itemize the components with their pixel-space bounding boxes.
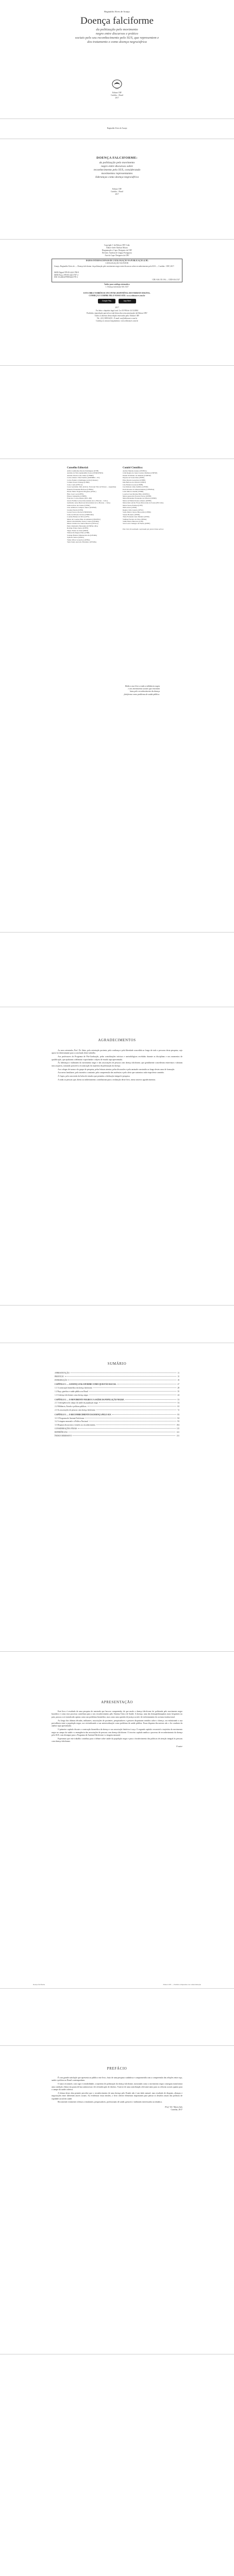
google-play-label: Google Play bbox=[102, 300, 111, 302]
editorial-council-member: Carlos Alberto Vilar Estêvão (UMINHO – PT) bbox=[67, 477, 100, 479]
presentation-paragraph: Ao longo das últimas décadas, militantes, associações de pacientes, pesquisadores e gestores disputaram sentidos sobre a doença, ora enfatizando a sua prevalência entre a população negra, ora reivindicando a sua universalização como problema de saúde pública. Essas disputas discursivas são o fio condutor da análise aqui apresentada. bbox=[52, 1719, 182, 1727]
rights-line-3: Todos os direitos desta edição reservados pela: Editora CRV bbox=[94, 315, 140, 317]
app-store-badge[interactable] bbox=[119, 299, 136, 303]
preface-signature: Prof.ª Dr.ª Maria Inês bbox=[165, 2106, 182, 2108]
toc-entry-label: 3.3 Disputas discursivas e tensões no reconhecimento bbox=[55, 1424, 96, 1427]
toc-entry-page: 93 bbox=[177, 1420, 179, 1423]
toc-leader-dots bbox=[125, 1399, 176, 1400]
toc-entry[interactable] bbox=[55, 1417, 179, 1420]
scientific-committee-member: Elisa Pereira Gonsalves (UFPB) bbox=[123, 479, 145, 481]
svg-text:CRV: CRV bbox=[115, 88, 119, 90]
dedication-page bbox=[0, 665, 234, 933]
editorial-council-member: Andréia da Silva Quintanilha Sousa (UNIR/UFRN) bbox=[67, 472, 103, 474]
acknowledgments-page bbox=[0, 1007, 234, 1306]
editorial-council-member: Celso Conti (UFSCar) bbox=[67, 483, 83, 486]
editorial-council-member: Paulo Romualdo Hernandes (UNIFAL-MG) bbox=[67, 524, 98, 527]
toc-entry-page: 53 bbox=[177, 1398, 179, 1401]
scientific-committee-member: José Rubens Lima Jardilino (UFOP) bbox=[123, 486, 148, 488]
ack-paragraph: Aos professores do Programa de Pós-Graduação, pelas contribuições teóricas e metodológicas recebidas durante as disciplinas e nos momentos de qualificação, que ajudaram a delimitar e aprofundar o objeto de estudo aqui apresentado. bbox=[52, 1056, 182, 1061]
editorial-council-member: Elione Maria Nogueira Diogenes (UFAL) bbox=[67, 490, 96, 493]
editorial-council-member: Josania Portela (UFPI) bbox=[67, 509, 83, 511]
footer-right: Editora CRV — Proibida a impressão e/ou comercialização bbox=[163, 1984, 201, 1986]
toc-entry-page: 44 bbox=[177, 1394, 179, 1396]
editorial-council-member: João Adalberto Campato Junior (UNESP) bbox=[67, 506, 96, 509]
editorial-council-member: Jailson Alves dos Santos (UFRJ) bbox=[67, 504, 90, 506]
rights-line-1: Foi feito o depósito legal conf. Lei 10.994 de 14/12/2004 bbox=[95, 310, 139, 312]
toc-entry-label: INTRODUÇÃO bbox=[55, 1379, 68, 1381]
editorial-council-member: Tadeu Oliver Gonçalves (UFPA) bbox=[67, 538, 90, 541]
scientific-committee-member: Regina Célia Grando (UFSC) bbox=[123, 509, 144, 511]
editorial-council-member: Tania Suely Azevedo Brasileiro (UFOPA) bbox=[67, 541, 96, 544]
presentation-paragraph: O primeiro capítulo discute a construção biomédica da doença e sua associação histórica à raça. O segundo capítulo reconstrói a trajetória do movimento negro no campo da saúde e a emergência das associações de pessoas com doença falciforme. O terceiro capítulo analisa o processo de reconhecimento da doença pelo SUS, com destaque para o Programa de Anemia Falciforme e a triagem neonatal. bbox=[52, 1728, 182, 1737]
cip-heading: DADOS INTERNACIONAIS DE CATALOGAÇÃO NA PUBLICAÇÃO (CIP) bbox=[86, 260, 148, 262]
cover-subtitle-4: dos tratamento e como doença negra/africa bbox=[87, 40, 147, 44]
preface-paragraph: Recomendo vivamente a leitura a estudantes, pesquisadores, profissionais de saúde, gestores e militantes interessados na temática. bbox=[58, 2101, 162, 2104]
scientific-committee-member: Maria Bernadete Fernandes de Oliveira (UFRN) bbox=[123, 497, 157, 500]
editorial-council-list bbox=[67, 470, 121, 544]
credit-line-1: Copyright © da Editora CRV Ltda. bbox=[104, 244, 130, 246]
acknowledgments-body bbox=[52, 1049, 182, 1082]
toc-entry[interactable] bbox=[55, 1399, 179, 1401]
editorial-council-member: Eduardo Fernandes Barbosa (UFMG) bbox=[67, 488, 94, 490]
rights-line-4: Tel.: (41) 3039-6418 – E-mail: sac@editoracrv.com.br bbox=[96, 317, 138, 319]
editorial-council-member: Maria Cristina dos Santos Bezerra (UFSCar) bbox=[67, 522, 98, 525]
toc-leader-dots bbox=[112, 1414, 177, 1415]
rights-line-2: Proibida a reprodução parcial ou total desta obra sem autorização da Editora CRV bbox=[87, 312, 147, 314]
isbn-line-1: ISBN Digital 978-85-444-1788-9 bbox=[54, 272, 79, 274]
scientific-committee-member: Karla Rosane do Amaral Demoly (UFERSA) bbox=[123, 488, 155, 490]
editorial-council-member: Simone Rodrigues Pinto (UNB) bbox=[67, 532, 90, 534]
toc-entry-page: 83 bbox=[177, 1413, 179, 1416]
editorial-council-member: Carmen Tereza Velanga (UNIR) bbox=[67, 481, 90, 484]
credit-line-5: Arte da Capa: Designers da CRV bbox=[105, 255, 129, 257]
editorial-council-member: Sérgio Nunes de Jesus (IFRO) bbox=[67, 529, 89, 532]
app-store-label: App Store bbox=[123, 300, 131, 302]
editorial-council-heading: Conselho Editorial: bbox=[67, 467, 89, 469]
toc-entry-page: 121 bbox=[176, 1431, 179, 1433]
cover-place: Curitiba – Brasil bbox=[111, 94, 123, 96]
toc-entry-label: 2.3 As associações de pessoas com doença falciforme bbox=[55, 1409, 96, 1411]
dedication-line-2: e aos movimentos sociais que travaram bbox=[128, 688, 160, 690]
isbn-line-3: DOI 10.24824/978854441787.2 bbox=[54, 276, 78, 278]
toc-entry-label: 1.1 A construção biomédica da doença falciforme bbox=[55, 1387, 93, 1389]
page-footer bbox=[33, 1984, 201, 1986]
toc-entry[interactable] bbox=[55, 1387, 179, 1389]
toc-leader-dots bbox=[65, 1376, 176, 1377]
scientific-committee-member: Lourival José Martins Filho (UDESC) bbox=[123, 493, 149, 495]
preface-heading: PREFÁCIO bbox=[107, 2066, 127, 2071]
editorial-council-member: Elizeu Clementino (UNEB) bbox=[67, 495, 87, 497]
dedication-line-4: falciforme como problema de saúde pública. bbox=[124, 693, 160, 696]
dedication-text bbox=[82, 685, 160, 696]
scientific-committee-member: Inês Barbosa de Oliveira (UERJ) bbox=[123, 481, 146, 484]
ack-paragraph: Aos meus familiares, pelo incentivo constante, pela compreensão das ausências e pelo afeto que sustentou cada etapa deste caminho. bbox=[58, 1072, 164, 1074]
preface-paragraph: A leitura desta obra permite perceber que o reconhecimento de uma doença pelo Estado não é um dado natural, mas resultado de disputas, alianças e negociações entre diferentes atores sociais. Ao evidenciar essas tensões, o livro oferece elementos importantes para pensar os desafios atuais das políticas de equidade racial em saúde. bbox=[52, 2092, 182, 2100]
title-page-year: 2017 bbox=[115, 193, 119, 195]
ack-paragraph: À Capes, pela concessão da bolsa de estudos que permitiu a dedicação integral à pesquisa. bbox=[58, 1075, 130, 1078]
toc-leader-dots bbox=[73, 1435, 175, 1436]
scientific-committee-member: Dayane de Souza Dias (UFPE) bbox=[123, 477, 144, 479]
toc-leader-dots bbox=[89, 1391, 176, 1392]
cover-publisher: Editora CRV bbox=[112, 92, 122, 94]
toc-entry-label: APRESENTAÇÃO bbox=[55, 1372, 70, 1374]
toc-entry[interactable] bbox=[55, 1409, 179, 1412]
cip-box bbox=[52, 259, 182, 282]
toc-entry-label: 2.2 Militância, Estado e políticas públicas bbox=[55, 1405, 87, 1408]
half-title-author: Reginaldo Alves de Araujo bbox=[107, 127, 127, 129]
editorial-council-member: Élsio José Corá (UFFS) bbox=[67, 493, 84, 495]
presentation-page bbox=[0, 1680, 234, 1989]
scientific-committee-member: Danilo Di Manno de Almeida (UMESP) bbox=[123, 474, 151, 477]
editorial-council-member: Cesar Gerónimo Tello (Univer. Nacional Três de Febrero – Argentina) bbox=[67, 486, 116, 488]
editorial-council-member: Solange Helena Ximenes-Rocha (UFOPA) bbox=[67, 534, 97, 536]
editorial-council-member: Antônio Pereira Gaio Júnior (UFRRJ) bbox=[67, 474, 94, 477]
toc-entry[interactable] bbox=[55, 1428, 179, 1430]
toc-entry-page: 35 bbox=[177, 1390, 179, 1393]
toc-entry-page: 19 bbox=[177, 1379, 179, 1381]
class-line: CDU 616.155.194 — CDD 616.1527 bbox=[152, 278, 180, 281]
credit-line-4: Revisão: Analista de Língua Portuguesa bbox=[102, 252, 132, 254]
scientific-committee-heading: Comitê Científico: bbox=[123, 467, 143, 469]
scientific-committee-member: Vera Lucia Chalegre de Freitas (UFPE) bbox=[123, 522, 151, 525]
scientific-committee-member: Maria Teresa Esteban (UFF) bbox=[123, 504, 143, 506]
toc-entry-label: 1.3 A doença falciforme como doença negra bbox=[55, 1394, 89, 1396]
presentation-paragraph: Este livro é resultado de uma pesquisa de mestrado que buscou compreender de que modo a doença falciforme foi politizada pelo movimento negro brasileiro e como esse processo contribuiu para o seu reconhecimento pelo Sistema Único de Saúde. A doença, uma das hemoglobinopatias mais frequentes no país, passou a ser tratada não apenas como um problema biomédico, mas como uma questão de justiça social e de enfrentamento do racismo institucional. bbox=[52, 1710, 182, 1718]
scientific-committee-member: Nilda Alves (UERJ) bbox=[123, 506, 137, 509]
toc-entry-label: CONSIDERAÇÕES FINAIS bbox=[55, 1427, 77, 1430]
editorial-council-member: Guillermo Arias Beatón (Universidade de La Havana – Cuba) bbox=[67, 502, 110, 504]
google-play-badge[interactable] bbox=[98, 299, 115, 303]
scientific-committee-member: Maria Aparecida Ferreira Ferraz (UFPB) bbox=[123, 495, 152, 497]
toc-entry-label: 1.2 Raça, genética e saúde pública no Brasil bbox=[55, 1390, 89, 1393]
cover-title: Doença falciforme bbox=[80, 15, 154, 26]
toc-entry-page: 54 bbox=[177, 1402, 179, 1404]
editorial-council-member: Lídia de Oliveira Xavier (UNIEURO) bbox=[67, 513, 94, 516]
toc-entry-page: 15 bbox=[177, 1375, 179, 1378]
toc-entry[interactable] bbox=[55, 1402, 179, 1404]
toc-entry[interactable] bbox=[55, 1420, 179, 1423]
editorial-council-member: Maria de Lourdes Pinto de Almeida (UNOESC) bbox=[67, 518, 101, 520]
toc-entry[interactable] bbox=[55, 1394, 179, 1397]
toc-entry-page: 63 bbox=[177, 1405, 179, 1408]
toc-list bbox=[55, 1372, 179, 1438]
credit-line-3: Diagramação e Capa: Designers da CRV bbox=[102, 249, 132, 251]
scientific-committee-member: Leila Márcia Ghedin (UERR) bbox=[123, 490, 144, 493]
editorial-council bbox=[67, 466, 121, 544]
cover-year: 2017 bbox=[115, 97, 119, 99]
scientific-committee-member: Valdinei Ferreira da Silva (IFMA) bbox=[123, 518, 147, 520]
toc-entry-label: 3.1 O Programa de Anemia Falciforme bbox=[55, 1417, 85, 1419]
toc-leader-dots bbox=[71, 1372, 177, 1373]
scientific-committee-member: Maria Inês Galvão Flores Marcondes de Souza (PUC-Rio) bbox=[123, 502, 164, 504]
index-heading: Índice para catálogo sistemático bbox=[104, 283, 130, 285]
editorial-council-member: Leonel Severo Rocha (UNISINOS) bbox=[67, 511, 92, 514]
toc-entry-label: ÍNDICE REMISSIVO bbox=[55, 1434, 72, 1437]
scientific-committee-member: Andréa Mendes Araújo (UNIFAL) bbox=[123, 470, 147, 472]
notice-line-1: ESTA OBRA TAMBÉM SE ENCONTRA DISPONÍVEL EM FORMATO DIGITAL. bbox=[83, 292, 151, 294]
toc-entry[interactable] bbox=[55, 1431, 179, 1434]
toc-entry-page: 28 bbox=[177, 1387, 179, 1389]
toc-entry[interactable] bbox=[55, 1376, 179, 1378]
title-page-publisher: Editora CRV bbox=[112, 188, 122, 190]
editorial-council-member: Francisco Carlos Duarte (PUC-PR) bbox=[67, 497, 92, 500]
presentation-paragraph: Esperamos que este trabalho contribua para o debate sobre saúde da população negra e para o fortalecimento das políticas de atenção integral às pessoas com doença falciforme. bbox=[52, 1737, 182, 1743]
editorial-council-member: Gloria Fariñas León (Universidade de La Havana – Cuba) bbox=[67, 499, 108, 502]
ack-paragraph: Aos colegas de turma e do grupo de pesquisa, pelas leituras atentas, pelas discussões e pela amizade construída ao longo destes anos de formação. bbox=[58, 1068, 175, 1071]
cover-subtitle-1: da politização pelo movimento bbox=[96, 28, 138, 31]
scientific-committee-member: Valdir Heitor Barzotto (USP) bbox=[123, 520, 143, 522]
preface-paragraph: É com grande satisfação que apresento ao público este livro, fruto de uma pesquisa cuidadosa e comprometida com a compreensão das relações entre raça, saúde e política no Brasil contemporâneo. bbox=[52, 2077, 182, 2082]
title-page bbox=[0, 147, 234, 240]
publisher-logo bbox=[107, 78, 127, 90]
scientific-committee-member: Maria de Fátima Pereira Alberto (UFPB) bbox=[123, 499, 152, 502]
rights-line-5: Conheça os nossos lançamentos: www.editoracrv.com.br bbox=[96, 320, 138, 322]
toc-entry-label: REFERÊNCIAS bbox=[55, 1431, 68, 1433]
editorial-council-member: Rodrigo Pratte-Santos (UFES) bbox=[67, 527, 89, 530]
toc-entry-page: 104 bbox=[176, 1424, 179, 1427]
cover-author: Reginaldo Alves de Araujo bbox=[104, 10, 130, 13]
toc-page bbox=[0, 1343, 234, 1652]
dedication-line-1: Dedico esse livro a toda a militância negra bbox=[125, 685, 160, 687]
acknowledgments-heading: AGRADECIMENTOS bbox=[98, 1038, 136, 1042]
dedication-line-3: lutas pelo reconhecimento da doença bbox=[130, 690, 160, 693]
isbn-line-2: ISBN Físico 978-85-444-1787-2 bbox=[54, 274, 78, 276]
toc-leader-dots bbox=[78, 1428, 175, 1429]
toc-entry-label: CAPÍTULO 2 — O MOVIMENTO NEGRO E A SAÚDE DA POPULAÇÃO NEGRA bbox=[55, 1398, 124, 1401]
toc-entry-page: 72 bbox=[177, 1409, 179, 1411]
half-title-page bbox=[0, 118, 234, 139]
toc-entry-page: 11 bbox=[177, 1372, 179, 1374]
scientific-committee bbox=[123, 466, 174, 530]
scientific-committee-list bbox=[123, 470, 174, 525]
toc-entry[interactable] bbox=[55, 1405, 179, 1408]
title-page-subtitle-5: lideranças como doença negra/africa bbox=[95, 176, 139, 179]
cip-entry: Araujo, Reginaldo Alves de — Doença falciforme: da politização pelo movimento negro entre discursos sobre reconhecimento pelo SUS — Curitiba : CRV, 2017. bbox=[54, 265, 175, 267]
toc-entry-page: 131 bbox=[176, 1434, 179, 1437]
title-page-title: DOENÇA FALCIFORME: bbox=[96, 156, 138, 160]
ack-paragraph: Ao meu orientador, Prof. Dr. Jânio, pela orientação paciente, pela confiança e pela liberdade concedida ao longo de todo o percurso desta pesquisa, cujo apoio foi determinante para a conclusão deste trabalho. bbox=[52, 1049, 182, 1055]
scientific-committee-member: João Batista Lucena (UEPB) bbox=[123, 483, 143, 486]
credit-line-2: Editor-chefe: Railson Moura bbox=[106, 247, 128, 249]
footer-left: Doença falciforme bbox=[33, 1984, 45, 1986]
notice-line-2: CONHEÇA E COMPRE PELO NOSSO SITE: www.editoracrv.com.br bbox=[89, 295, 145, 297]
editorial-council-member: Sydione Santos (UEPG) bbox=[67, 536, 84, 539]
cip-subheading: CATALOGAÇÃO NA FONTE bbox=[105, 262, 129, 264]
scientific-committee-member: Thais Fernanda Leite Madeira (UEM) bbox=[123, 516, 149, 518]
cover-subtitle-3: sociais pelo seu reconhecimento pelo SUS, que representem e bbox=[75, 36, 159, 40]
toc-entry-page: 115 bbox=[176, 1427, 179, 1430]
toc-heading: SUMÁRIO bbox=[107, 1362, 127, 1366]
preface-body bbox=[52, 2077, 182, 2112]
title-page-subtitle-2: negro entre discursos sobre bbox=[101, 165, 133, 168]
scientific-committee-member: Suzete Bornatto (UFPR) bbox=[123, 513, 140, 516]
toc-leader-dots bbox=[99, 1402, 176, 1403]
toc-entry-page: 84 bbox=[177, 1417, 179, 1419]
toc-entry[interactable] bbox=[55, 1435, 179, 1437]
editorial-council-member: Lourdes Helena da Silva (UFV) bbox=[67, 516, 90, 518]
ack-paragraph: A todas as pessoas que, direta ou indiretamente, contribuíram para a realização deste livro, meus sinceros agradecimentos. bbox=[58, 1079, 156, 1081]
toc-entry-page: 27 bbox=[177, 1383, 179, 1386]
presentation-signature: O autor bbox=[176, 1745, 182, 1748]
title-page-subtitle-1: da politização pelo movimento bbox=[99, 161, 135, 164]
toc-entry[interactable] bbox=[55, 1414, 179, 1416]
title-page-subtitle-4: movimentos representantes bbox=[101, 172, 133, 175]
scientific-committee-member: Sonia Maria Chaves Haracemiv (UFPR) bbox=[123, 511, 151, 514]
toc-entry[interactable] bbox=[55, 1391, 179, 1393]
preface-paragraph: O autor reconstrói, com rigor e sensibilidade, a trajetória de politização da doença falciforme, mostrando como o movimento negro conseguiu transformar uma condição clínica em pauta de luta antirracista e de reivindicação de direitos. Trata-se de uma contribuição relevante tanto para as ciências sociais quanto para o campo da saúde coletiva. bbox=[52, 2083, 182, 2091]
preface-page bbox=[0, 2045, 234, 2354]
toc-entry[interactable] bbox=[55, 1379, 179, 1382]
toc-entry-label: CAPÍTULO 1 — A DOENÇA FALCIFORME COMO QUESTÃO RACIAL bbox=[55, 1383, 116, 1386]
toc-entry-label: PREFÁCIO bbox=[55, 1375, 64, 1378]
index-entry-1: 1. Doença falciforme 616.1527 bbox=[105, 286, 129, 288]
toc-entry-label: CAPÍTULO 3 — O RECONHECIMENTO DA DOENÇA PELO SUS bbox=[55, 1413, 111, 1416]
toc-entry[interactable] bbox=[55, 1424, 179, 1427]
credits-page bbox=[0, 242, 234, 366]
toc-entry[interactable] bbox=[55, 1383, 179, 1386]
presentation-body bbox=[52, 1710, 182, 1748]
cover-subtitle-2: negro entre discursos e prático bbox=[96, 32, 138, 36]
title-page-subtitle-3: reconhecimento pelo SUS, considerando bbox=[93, 168, 141, 172]
toc-entry-label: 3.2 A triagem neonatal e a Política Nacional bbox=[55, 1420, 88, 1423]
editorial-council-member: Maria Lília Imbiriba Sousa Colares (UFOPA) bbox=[67, 520, 99, 522]
credits-year: 2017 bbox=[115, 307, 119, 309]
scientific-committee-member: Célia Regina de Jesus Caetano Mathias (UNESP) bbox=[123, 472, 158, 474]
preface-signature-place: Curitiba, 2017 bbox=[171, 2109, 182, 2111]
editorial-council-member: Aldira Guimarães Duarte Domínguez (UNB) bbox=[67, 470, 99, 472]
ack-paragraph: Às lideranças e militantes do movimento negro e das associações de pessoas com doença falciforme, que gentilmente concederam entrevistas e abriram seus arquivos, tornando possível a reconstrução da trajetória de politização da doença. bbox=[52, 1062, 182, 1067]
presentation-heading: APRESENTAÇÃO bbox=[101, 1700, 133, 1704]
title-page-place: Curitiba – Brasil bbox=[111, 191, 123, 193]
toc-leader-dots bbox=[93, 1387, 176, 1388]
editorial-council-member: Carlos Federico Dominguez Avila (Unieuro) bbox=[67, 479, 98, 481]
peer-review-note: Este livro foi avaliado e aprovado por pareceristas ad hoc. bbox=[123, 528, 164, 530]
toc-entry[interactable] bbox=[55, 1372, 179, 1375]
toc-entry-label: 2.1 A emergência do campo da saúde da população negra bbox=[55, 1402, 98, 1404]
